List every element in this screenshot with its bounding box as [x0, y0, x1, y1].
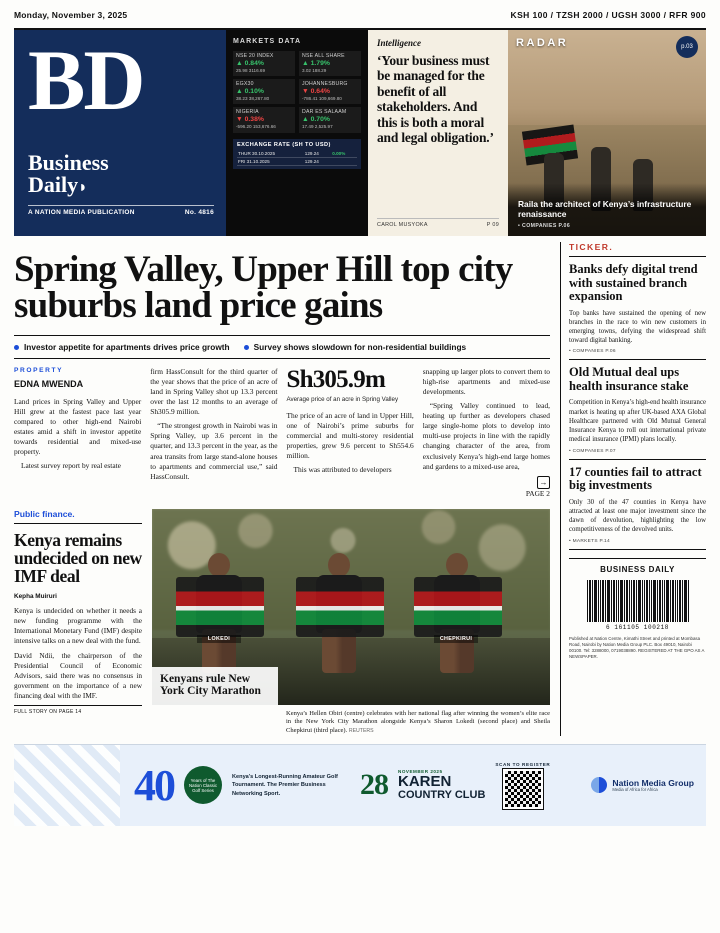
- story-column-2: [150, 367, 277, 499]
- athlete-name-label: LOKEDI: [197, 635, 241, 643]
- ticker-title: 17 counties fail to attract big investments: [569, 464, 702, 493]
- ticker-meta: • MARKETS P.14: [569, 539, 706, 550]
- lead-story: [14, 367, 550, 499]
- market-values: 3.02 188.29: [302, 68, 327, 73]
- nmg-name-text: Nation Media Group: [612, 777, 694, 788]
- intelligence-kicker: Intelligence: [377, 38, 421, 48]
- ad-date-label: NOVEMBER 2025: [398, 768, 443, 774]
- markets-heading: MARKETS DATA: [233, 38, 302, 45]
- masthead: [14, 28, 706, 236]
- photo-credit: REUTERS: [348, 728, 374, 735]
- market-values: -596.20 153,676.66: [236, 124, 276, 130]
- market-change: ▲ 0.84%: [236, 60, 264, 67]
- lead-kickers: [14, 342, 550, 358]
- full-story-link[interactable]: FULL STORY ON PAGE 14: [14, 705, 142, 715]
- kicker-text: Investor appetite for apartments drives price growth: [24, 342, 230, 353]
- bottom-advertisement[interactable]: [14, 744, 706, 826]
- kicker-item: [14, 342, 230, 352]
- intelligence-footer: [377, 218, 499, 228]
- ad-venue-line1: KAREN: [398, 773, 452, 791]
- publisher-line: A NATION MEDIA PUBLICATION: [28, 208, 135, 216]
- key-figure-caption: Average price of an acre in Spring Valley: [286, 396, 399, 404]
- nation-media-logo: [591, 777, 694, 793]
- quote-page: P 09: [486, 222, 499, 228]
- exchange-rate-table: [233, 139, 361, 169]
- kicker-item: [244, 342, 467, 352]
- nmg-name: [612, 779, 694, 792]
- caption-text: Kenya’s Hellen Obiri (centre) celebrates with her national flag after winning the women’s elite race in the New York City Marathon alongside Kenya’s Sharon Lokedi (second place) and Sheila Chepkirui (third place).: [286, 709, 550, 735]
- ad-golf-text: Kenya’s Longest-Running Amateur Golf Tournament. The Premier Business Networking Sport.: [232, 773, 338, 797]
- market-name: NSE 20 INDEX: [236, 53, 274, 59]
- ad-venue-line2: COUNTRY CLUB: [398, 788, 486, 801]
- athlete-head: [446, 553, 468, 577]
- athlete-head: [328, 553, 350, 577]
- issue-number: No. 4816: [184, 208, 214, 216]
- market-cell[interactable]: [299, 51, 361, 76]
- ticker-body: Competition in Kenya’s high-end health insurance market is heating up after UK-based AXA Global Healthcare partnered with Old Mutual General Insurance Kenya to roll out international private medical insurance (IPMI) plans locally.: [569, 399, 706, 444]
- market-change: ▲ 0.70%: [302, 116, 330, 124]
- paragraph: Kenya is undecided on whether it needs a new funding programme with the International Monetary Fund (IMF) despite intensive talks on a new deal with the fund.: [14, 606, 142, 646]
- radar-caption: [508, 183, 706, 236]
- bullet-icon: [14, 345, 19, 350]
- radar-photo: [508, 30, 706, 236]
- ticker-column: [560, 242, 706, 736]
- athlete-figure: [302, 541, 376, 673]
- ad-venue: [398, 770, 485, 801]
- section-label: PROPERTY: [14, 367, 64, 375]
- ticker-item[interactable]: [569, 466, 706, 550]
- market-cell[interactable]: [233, 79, 295, 104]
- byline: EDNA MWENDA: [14, 378, 84, 389]
- market-change: ▲ 0.10%: [236, 88, 264, 96]
- market-values: 38.23 38,267.80: [236, 96, 270, 102]
- ticker-body: Only 30 of the 47 counties in Kenya have attracted at least one major investment since the dawn of devolution, highlighting the low competitiveness of the devolved units.: [569, 498, 706, 534]
- story-column-4: [423, 367, 550, 499]
- market-cell[interactable]: [299, 107, 361, 132]
- fx-rate: 129.24: [304, 157, 331, 165]
- ad-scan-block[interactable]: [495, 762, 550, 809]
- markets-panel: [226, 30, 368, 236]
- arrow-right-icon[interactable]: →: [537, 476, 550, 489]
- athlete-head: [208, 553, 230, 577]
- fx-rate: 129.24: [304, 150, 331, 158]
- page-body: [14, 236, 706, 736]
- market-name: NSE ALL SHARE: [302, 53, 345, 59]
- market-values: -786.41 109,669.80: [302, 96, 342, 102]
- athlete-figure: [182, 541, 256, 673]
- fx-date: FRI 31.10.2025: [237, 157, 304, 165]
- ticker-title: Banks defy digital trend with sustained branch expansion: [569, 262, 698, 303]
- colophon-title: BUSINESS DAILY: [600, 564, 675, 574]
- nmg-tagline: Media of Africa for Africa: [612, 786, 658, 792]
- ad-date-number: 28: [360, 768, 388, 802]
- paragraph: “Spring Valley continued to lead, heating up further as developers chased large single-home plots to develop into multi-use projects in line with the rapidly changing character of the area, from exclusively Kenya’s high-end large homes and gardens to a mixed-use area,: [422, 401, 550, 471]
- paragraph: firm HassConsult for the third quarter of the year shows that the price of an acre of land in Spring Valley shot up 13.3 percent over the last 12 months to an average of Sh305.9 million.: [150, 367, 278, 417]
- radar-label: RADAR: [516, 37, 569, 49]
- barcode-number: 6 161105 100218: [605, 623, 669, 631]
- ad-anniversary-number: 40: [134, 760, 174, 810]
- market-cell[interactable]: [233, 51, 295, 76]
- masthead-logo-box: [14, 30, 226, 236]
- radar-caption-text: Raila the architect of Kenya’s infrastructure renaissance: [518, 199, 692, 220]
- markets-grid: [233, 51, 361, 133]
- table-row: [237, 157, 357, 165]
- story-jump[interactable]: [423, 476, 550, 489]
- market-name: NIGERIA: [236, 109, 259, 116]
- quote-author: CAROL MUSYOKA: [377, 222, 428, 228]
- page-title: Spring Valley, Upper Hill top city suburbs land price gains: [14, 249, 513, 326]
- divider: [14, 335, 550, 336]
- kenya-flag-graphic: [296, 577, 384, 637]
- imprint-text: Published at Nation Centre, Kimathi Street and printed at Mombasa Road, Nairobi by Nation Media Group PLC. Box 49010, Nairobi 00100. Tel: 3288000, 0719038890. REGISTERED AT THE GPO AS A NEWSPAPER.: [569, 635, 705, 660]
- jump-page: PAGE 2: [525, 488, 550, 498]
- key-figure: Sh305.9m: [286, 366, 385, 394]
- ticker-meta: • COMPANIES P.06: [569, 349, 706, 360]
- intelligence-quote: ‘Your business must be managed for the benefit of all stakeholders. And this is both a moral and legal obligation.’: [377, 53, 494, 145]
- logo-word-daily: Daily: [28, 172, 79, 198]
- fx-date: THUR 30.10.2025: [237, 150, 304, 158]
- issue-date: Monday, November 3, 2025: [14, 10, 128, 20]
- paragraph: Land prices in Spring Valley and Upper Hill grew at the fastest pace last year compared to other high-end Nairobi estates amid a shift in investor appetite towards residential and mixed-use property.: [14, 396, 142, 457]
- market-values: 25.98 3116.69: [236, 68, 266, 73]
- cover-prices: KSH 100 / TZSH 2000 / UGSH 3000 / RFR 900: [510, 10, 706, 20]
- nmg-mark-icon: [591, 777, 607, 793]
- athlete-figure: [420, 541, 494, 673]
- paragraph: The price of an acre of land in Upper Hill, one of Nairobi’s prime suburbs for commercial and multi-storey residential properties, grew 9.6 percent to Sh554.6 million.: [286, 411, 414, 461]
- scan-label: SCAN TO REGISTER: [495, 761, 551, 767]
- kicker-text: Survey shows slowdown for non-residential buildings: [253, 342, 467, 353]
- market-name: JOHANNESBURG: [302, 81, 348, 88]
- story-headline: Kenya remains undecided on new IMF deal: [14, 529, 142, 587]
- market-change: ▼ 0.64%: [302, 88, 330, 96]
- market-change: ▼ 0.38%: [236, 116, 264, 124]
- logo-word-business: Business: [28, 149, 109, 175]
- lower-section: [14, 509, 550, 736]
- paragraph: David Ndii, the chairperson of the Presidential Council of Economic Advisors, said there was no consensus in government on the importance of a new financing deal with the IMF.: [14, 650, 142, 700]
- colophon: [569, 558, 706, 661]
- market-cell[interactable]: [233, 107, 295, 132]
- top-bar: [0, 0, 720, 28]
- logo-wordmark: [28, 149, 214, 198]
- fx-change: [331, 157, 357, 165]
- ticker-item[interactable]: [569, 263, 706, 360]
- photo-caption: [152, 710, 550, 736]
- paragraph: snapping up larger plots to convert them to high-rise apartments and mixed-use developments.: [422, 367, 550, 397]
- athlete-name-label: CHEPKIRUI: [434, 635, 478, 643]
- section-header: Public finance.: [14, 509, 142, 524]
- byline: Kepha Muiruri: [14, 593, 57, 601]
- qr-code-icon[interactable]: [503, 769, 543, 809]
- public-finance-story: [14, 509, 142, 736]
- market-name: DAR ES SALAAM: [302, 109, 347, 116]
- fx-change: 0.00%: [331, 150, 357, 158]
- marathon-photo: [152, 509, 550, 705]
- main-column: [14, 242, 560, 736]
- masthead-footer: [28, 205, 214, 216]
- divider: [14, 358, 550, 359]
- ad-anniversary-badge: Years of The Nation Classic Golf Series: [184, 766, 222, 804]
- table-row: [237, 150, 357, 158]
- market-cell[interactable]: [299, 79, 361, 104]
- ad-pattern: [14, 745, 120, 826]
- market-name: EGX30: [236, 81, 254, 88]
- kenya-flag-graphic: [414, 577, 502, 637]
- kenya-flag-graphic: [176, 577, 264, 637]
- story-column-3: [287, 367, 414, 499]
- radar-page-badge[interactable]: p.03: [676, 36, 698, 58]
- ticker-heading: TICKER.: [569, 242, 706, 257]
- ticker-title: Old Mutual deal ups health insurance stake: [569, 365, 689, 393]
- story-column-1: [14, 367, 141, 499]
- marathon-photo-block: [152, 509, 550, 736]
- ticker-item[interactable]: [569, 366, 706, 459]
- paragraph: “The strongest growth in Nairobi was in Spring Valley, up 3.6 percent in the quarter, and 13.3 percent in the year, as the area transits from large stand-alone houses to apartments and commercial use,” said HassConsult.: [150, 421, 278, 481]
- paragraph: Latest survey report by real estate: [21, 461, 121, 471]
- ticker-body: Top banks have sustained the opening of new branches in the race to win new customers in emerging towns, defying the widespread shift toward digital banking.: [569, 309, 706, 345]
- logo-ring-icon: ◗: [78, 179, 88, 197]
- logo-initials: BD: [28, 32, 144, 128]
- overlay-title-text: Kenyans rule New York City Marathon: [160, 672, 261, 698]
- exchange-rate-title: EXCHANGE RATE (SH TO USD): [237, 141, 331, 148]
- ticker-meta: • COMPANIES P.07: [569, 449, 706, 460]
- photo-overlay-title: [152, 667, 278, 705]
- intelligence-panel: [368, 30, 508, 236]
- radar-caption-tag: • COMPANIES P.06: [518, 222, 571, 229]
- paragraph: This was attributed to developers: [293, 465, 392, 475]
- barcode: [569, 580, 706, 622]
- market-change: ▲ 1.79%: [302, 60, 330, 67]
- bullet-icon: [244, 345, 249, 350]
- market-values: 17.49 2,525.97: [302, 124, 333, 130]
